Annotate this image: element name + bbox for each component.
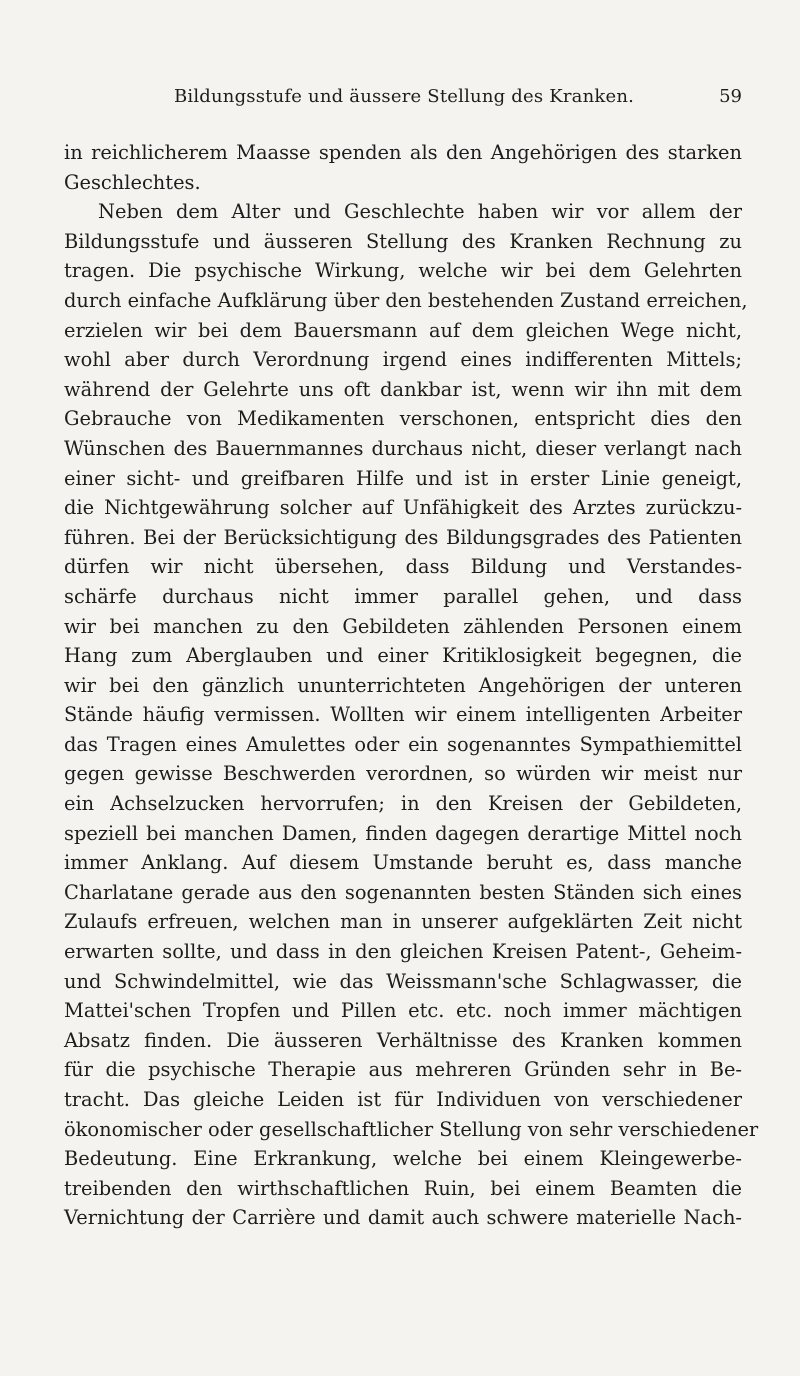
text-line: Neben dem Alter und Geschlechte haben wir vor allem der [98, 200, 742, 224]
text-line: schärfe durchaus nicht immer parallel gehen, und dass [64, 584, 742, 608]
text-line: einer sicht- und greifbaren Hilfe und ist in erster Linie geneigt, [64, 466, 742, 490]
text-line: Stände häufig vermissen. Wollten wir einem intelligenten Arbeiter [64, 703, 742, 727]
text-line: dürfen wir nicht übersehen, dass Bildung und Verstandes- [64, 555, 742, 579]
text-line: erzielen wir bei dem Bauersmann auf dem gleichen Wege nicht, [64, 318, 742, 342]
text-line: Wünschen des Bauernmannes durchaus nicht, dieser verlangt nach [64, 436, 742, 460]
text-line: Mattei'schen Tropfen und Pillen etc. etc. noch immer mächtigen [64, 999, 742, 1023]
text-line: Gebrauche von Medikamenten verschonen, entspricht dies den [64, 407, 742, 431]
text-line: führen. Bei der Berücksichtigung des Bildungsgrades des Patienten [64, 525, 742, 549]
text-line: wir bei den gänzlich ununterrichteten Angehörigen der unteren [64, 673, 742, 697]
text-line: immer Anklang. Auf diesem Umstande beruht es, dass manche [64, 851, 742, 875]
text-line: ökonomischer oder gesellschaftlicher Stellung von sehr verschiedener [64, 1117, 759, 1141]
running-title: Bildungsstufe und äussere Stellung des Kranken. [173, 86, 635, 107]
text-line: Vernichtung der Carrière und damit auch schwere materielle Nach- [64, 1206, 742, 1230]
text-line: Charlatane gerade aus den sogenannten besten Ständen sich eines [64, 880, 742, 904]
text-line: während der Gelehrte uns oft dankbar ist, wenn wir ihn mit dem [64, 377, 742, 401]
text-line: das Tragen eines Amulettes oder ein sogenanntes Sympathiemittel [64, 732, 742, 756]
text-line: speziell bei manchen Damen, finden dagegen derartige Mittel noch [64, 821, 742, 845]
text-line: Geschlechtes. [64, 170, 201, 194]
text-line: Absatz finden. Die äusseren Verhältnisse des Kranken kommen [64, 1028, 742, 1052]
text-line: Bedeutung. Eine Erkrankung, welche bei einem Kleingewerbe- [64, 1147, 742, 1171]
text-line: Hang zum Aberglauben und einer Kritiklosigkeit begegnen, die [64, 644, 742, 668]
text-line: erwarten sollte, und dass in den gleichen Kreisen Patent-, Geheim- [64, 940, 742, 964]
text-line: gegen gewisse Beschwerden verordnen, so würden wir meist nur [64, 762, 742, 786]
text-line: durch einfache Aufklärung über den bestehenden Zustand erreichen, [64, 288, 748, 312]
text-line: die Nichtgewährung solcher auf Unfähigkeit des Arztes zurückzu- [64, 496, 742, 520]
text-line: treibenden den wirthschaftlichen Ruin, bei einem Beamten die [64, 1176, 742, 1200]
text-line: für die psychische Therapie aus mehreren Gründen sehr in Be- [64, 1058, 742, 1082]
text-line: Bildungsstufe und äusseren Stellung des Kranken Rechnung zu [64, 229, 742, 253]
text-line: wir bei manchen zu den Gebildeten zählenden Personen einem [64, 614, 742, 638]
text-line: Zulaufs erfreuen, welchen man in unserer aufgeklärten Zeit nicht [64, 910, 742, 934]
text-line: in reichlicherem Maasse spenden als den Angehörigen des starken [64, 141, 742, 164]
body-text [64, 138, 759, 1233]
text-line: und Schwindelmittel, wie das Weissmann'sche Schlagwasser, die [64, 969, 742, 993]
text-line: tracht. Das gleiche Leiden ist für Individuen von verschiedener [64, 1088, 742, 1111]
text-line: wohl aber durch Verordnung irgend eines indifferenten Mittels; [64, 348, 742, 372]
text-line: tragen. Die psychische Wirkung, welche wir bei dem Gelehrten [64, 259, 742, 283]
text-line: ein Achselzucken hervorrufen; in den Kreisen der Gebildeten, [64, 792, 742, 816]
running-head [66, 86, 742, 112]
page-number: 59 [719, 86, 742, 107]
